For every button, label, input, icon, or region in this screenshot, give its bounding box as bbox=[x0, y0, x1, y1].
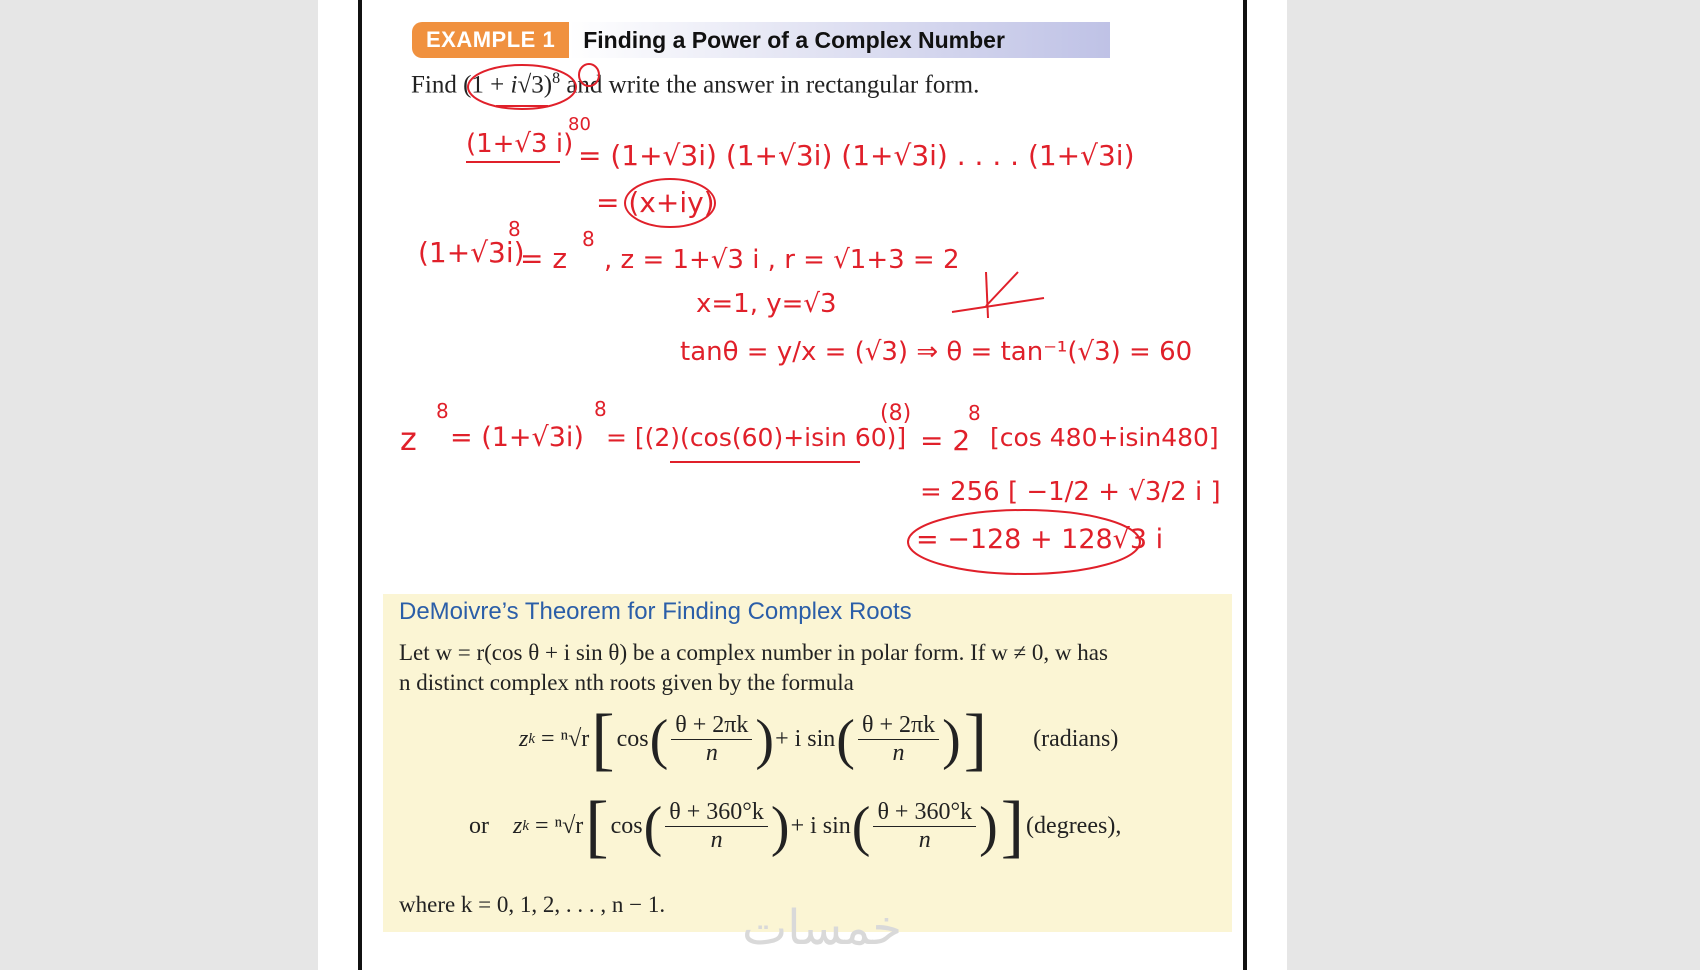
hw-line1-lhs: (1+√3 i) bbox=[466, 129, 574, 159]
formula-degrees bbox=[469, 787, 1122, 865]
hw-line7: = 256 [ −1/2 + √3/2 i ] bbox=[920, 477, 1221, 507]
problem-rest: and write the answer in rectangular form. bbox=[560, 71, 980, 99]
hw-line6-b: = [(2)(cos(60)+isin 60)] bbox=[606, 423, 907, 452]
f1-frac-sin bbox=[858, 712, 939, 767]
hw-line3-z: , z = 1+√3 i , r = √1+3 = 2 bbox=[604, 245, 960, 275]
problem-circle bbox=[468, 65, 576, 109]
base-close: ) bbox=[543, 71, 553, 99]
f1-den-sin: n bbox=[892, 740, 905, 766]
f2-isin: + i sin bbox=[790, 813, 851, 839]
hw-line6-a-exp: 8 bbox=[594, 397, 607, 421]
example-title: Finding a Power of a Complex Number bbox=[569, 22, 1110, 58]
formula-radians bbox=[519, 700, 1119, 778]
f2-bracket-close: ] bbox=[1000, 787, 1025, 865]
f1-bracket-open: [ bbox=[591, 700, 615, 778]
f2-sub: k bbox=[522, 818, 530, 834]
f2-bracket-open: [ bbox=[585, 787, 609, 865]
f2-den-sin: n bbox=[918, 827, 931, 853]
hw-line3-exp: 8 bbox=[508, 217, 521, 241]
hw-line3-mid-exp: 8 bbox=[582, 227, 595, 251]
imaginary-i: i bbox=[510, 71, 518, 99]
problem-exponent: 8 bbox=[552, 70, 561, 87]
theorem-text-line1: Let w = r(cos θ + i sin θ) be a complex number in polar form. If w ≠ 0, w has bbox=[399, 640, 1108, 665]
f1-frac-cos bbox=[671, 712, 752, 767]
f1-isin: + i sin bbox=[775, 726, 836, 752]
hw-line6-c-exp: (8) bbox=[880, 401, 912, 426]
f1-den-cos: n bbox=[705, 740, 718, 766]
theorem-where: where k = 0, 1, 2, . . . , n − 1. bbox=[399, 892, 666, 917]
f1-cos: cos bbox=[616, 726, 649, 752]
hw-line3-lhs: (1+√3i) bbox=[418, 236, 525, 269]
f2-eq: = bbox=[529, 813, 555, 839]
hw-line6-a: = (1+√3i) bbox=[450, 422, 584, 453]
f1-num-sin: θ + 2πk bbox=[858, 712, 939, 740]
exponent-circle bbox=[579, 64, 599, 86]
hw-line1-rhs: = (1+√3i) (1+√3i) (1+√3i) . . . . (1+√3i) bbox=[578, 139, 1135, 172]
f1-root: ⁿ√r bbox=[560, 726, 590, 752]
f2-frac-sin bbox=[873, 799, 976, 854]
hw-sketch-axis bbox=[952, 298, 1044, 312]
hw-line8: = −128 + 128√3 i bbox=[916, 524, 1164, 555]
watermark-logo: خمسات bbox=[742, 900, 903, 956]
f2-z: z bbox=[513, 813, 523, 839]
f1-z: z bbox=[519, 726, 529, 752]
find-word: Find bbox=[411, 71, 464, 99]
f2-paren-open2: ( bbox=[851, 795, 871, 858]
f1-eq: = bbox=[535, 726, 561, 752]
example-badge: EXAMPLE 1 bbox=[412, 22, 569, 58]
f2-frac-cos bbox=[665, 799, 768, 854]
root-three: √3 bbox=[517, 71, 544, 99]
hw-line6-lhs: z bbox=[400, 420, 417, 458]
f1-bracket-close: ] bbox=[963, 700, 988, 778]
hw-line1-exp: 80 bbox=[568, 114, 591, 135]
theorem-text-line2: n distinct complex nth roots given by the formula bbox=[399, 670, 854, 695]
theorem-box bbox=[383, 594, 1232, 932]
hw-line5: tanθ = y/x = (√3) ⇒ θ = tan⁻¹(√3) = 60 bbox=[680, 337, 1193, 367]
f2-paren-close2: ) bbox=[979, 795, 998, 858]
f1-paren-close: ) bbox=[755, 708, 775, 771]
hw-line4: x=1, y=√3 bbox=[696, 289, 837, 319]
f1-label: (radians) bbox=[1033, 726, 1119, 752]
hw-line6-d: = 2 bbox=[920, 424, 971, 457]
f1-paren-open2: ( bbox=[836, 708, 855, 771]
f1-sub: k bbox=[528, 731, 536, 747]
f2-num-sin: θ + 360°k bbox=[873, 799, 976, 827]
f2-paren-open: ( bbox=[643, 795, 663, 858]
f1-paren-open: ( bbox=[649, 708, 669, 771]
hw-line6-exp: 8 bbox=[436, 399, 449, 423]
hw-line2: = (x+iy) bbox=[596, 186, 715, 219]
theorem-text bbox=[399, 638, 1219, 698]
f2-paren-close: ) bbox=[770, 795, 790, 858]
hw-sketch-vertical bbox=[986, 272, 988, 318]
f1-num-cos: θ + 2πk bbox=[671, 712, 752, 740]
base-open: (1 + bbox=[463, 71, 511, 99]
hw-line6-d-exp: 8 bbox=[968, 401, 981, 425]
f2-label: (degrees), bbox=[1026, 813, 1122, 839]
hw-line3-mid: = z bbox=[520, 242, 568, 275]
f2-num-cos: θ + 360°k bbox=[665, 799, 768, 827]
f1-paren-close2: ) bbox=[942, 708, 961, 771]
f2-root: ⁿ√r bbox=[554, 813, 584, 839]
hw-sketch-ray bbox=[986, 272, 1018, 306]
theorem-title: DeMoivre’s Theorem for Finding Complex Roots bbox=[399, 598, 912, 625]
f2-den-cos: n bbox=[710, 827, 723, 853]
f2-or: or bbox=[469, 813, 489, 839]
hw-line6-e: [cos 480+isin480] bbox=[990, 423, 1219, 452]
f2-cos: cos bbox=[610, 813, 643, 839]
